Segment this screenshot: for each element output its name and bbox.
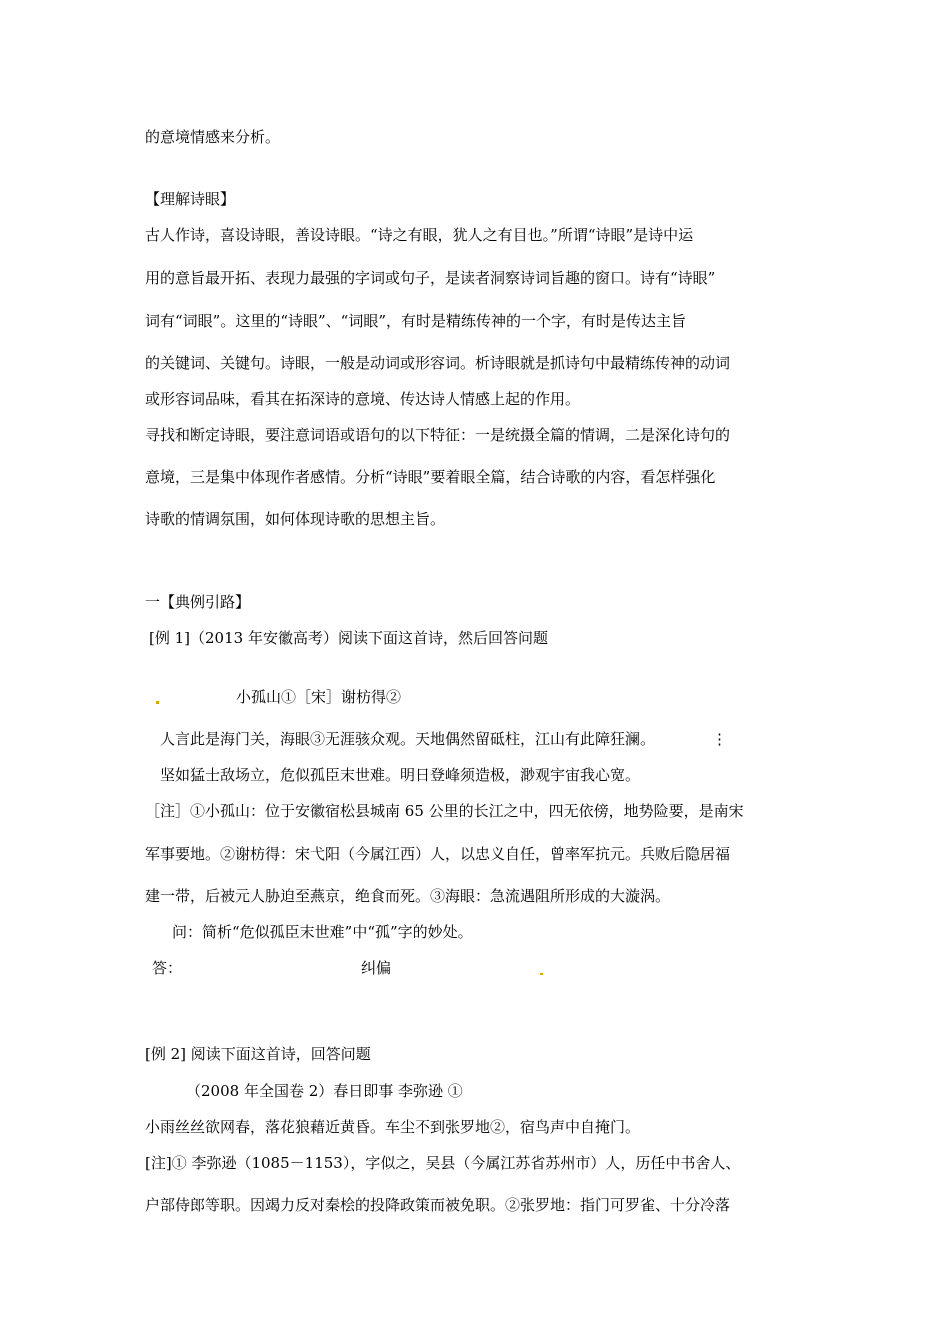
example1-answer-label: 答： [152,959,183,977]
example1-poem-title: 小孤山①［宋］谢枋得② [236,688,402,706]
example2-poem-line: 小雨丝丝欲网春，落花狼藉近黄昏。车尘不到张罗地②，宿鸟声中自掩门。 [145,1118,641,1136]
example2-note-line: [注]① 李弥逊（1085－1153），字似之，吴县（今属江苏省苏州市）人，历任中书舍人、 [145,1154,741,1172]
example2-poem-title: （2008 年全国卷 2）春日即事 李弥逊 ① [186,1082,463,1100]
example1-note-line: 建一带，后被元人胁迫至燕京，绝食而死。③海眼：急流遇阻所形成的大漩涡。 [145,887,671,905]
paragraph-line: 或形容词品味，看其在拓深诗的意境、传达诗人情感上起的作用。 [145,390,581,408]
paragraph-line: 寻找和断定诗眼，要注意词语或语句的以下特征：一是统摄全篇的情调，二是深化诗句的 [145,426,731,444]
paragraph-line: 词有“词眼”。这里的“诗眼”、“词眼”，有时是精练传神的一个字，有时是传达主旨 [145,312,687,330]
intro-tail-text: 的意境情感来分析。 [145,128,281,146]
example2-label: [例 2] 阅读下面这首诗，回答问题 [145,1045,371,1063]
yellow-marker-icon [156,701,159,704]
section-heading-examples: 一【典例引路】 [145,593,251,611]
paragraph-line: 用的意旨最开拓、表现力最强的字词或句子，是读者洞察诗词旨趣的窗口。诗有“诗眼” [145,269,716,287]
example1-poem-line: 坚如猛士敌场立，危似孤臣末世难。明日登峰须造极，渺观宇宙我心宽。 [160,766,641,784]
example1-poem-line: 人言此是海门关，海眼③无涯骇众观。天地偶然留砥柱，江山有此障狂澜。 [160,730,656,748]
section-heading-poem-eye: 【理解诗眼】 [145,190,236,208]
example1-poem-line-mark: ⋮ [712,730,727,748]
example2-note-line: 户部侍郎等职。因竭力反对秦桧的投降政策而被免职。②张罗地：指门可罗雀、十分冷落 [145,1196,731,1214]
example1-note-line: ［注］①小孤山：位于安徽宿松县城南 65 公里的长江之中，四无依傍，地势险要，是南宋 [145,802,744,820]
example1-question: 问：简析“危似孤臣末世难”中“孤”字的妙处。 [172,923,473,941]
example1-note-line: 军事要地。②谢枋得：宋弋阳（今属江西）人，以忠义自任，曾率军抗元。兵败后隐居福 [145,845,731,863]
paragraph-line: 意境，三是集中体现作者感情。分析“诗眼”要着眼全篇，结合诗歌的内容，看怎样强化 [145,468,716,486]
yellow-marker-icon [540,973,543,975]
paragraph-line: 诗歌的情调氛围，如何体现诗歌的思想主旨。 [145,510,446,528]
example1-label: [例 1]（2013 年安徽高考）阅读下面这首诗，然后回答问题 [149,629,548,647]
paragraph-line: 古人作诗，喜设诗眼，善设诗眼。“诗之有眼，犹人之有目也。”所谓“诗眼”是诗中运 [145,226,694,244]
paragraph-line: 的关键词、关键句。诗眼，一般是动词或形容词。析诗眼就是抓诗句中最精练传神的动词 [145,354,731,372]
example1-answer-tag: 纠偏 [361,959,392,977]
